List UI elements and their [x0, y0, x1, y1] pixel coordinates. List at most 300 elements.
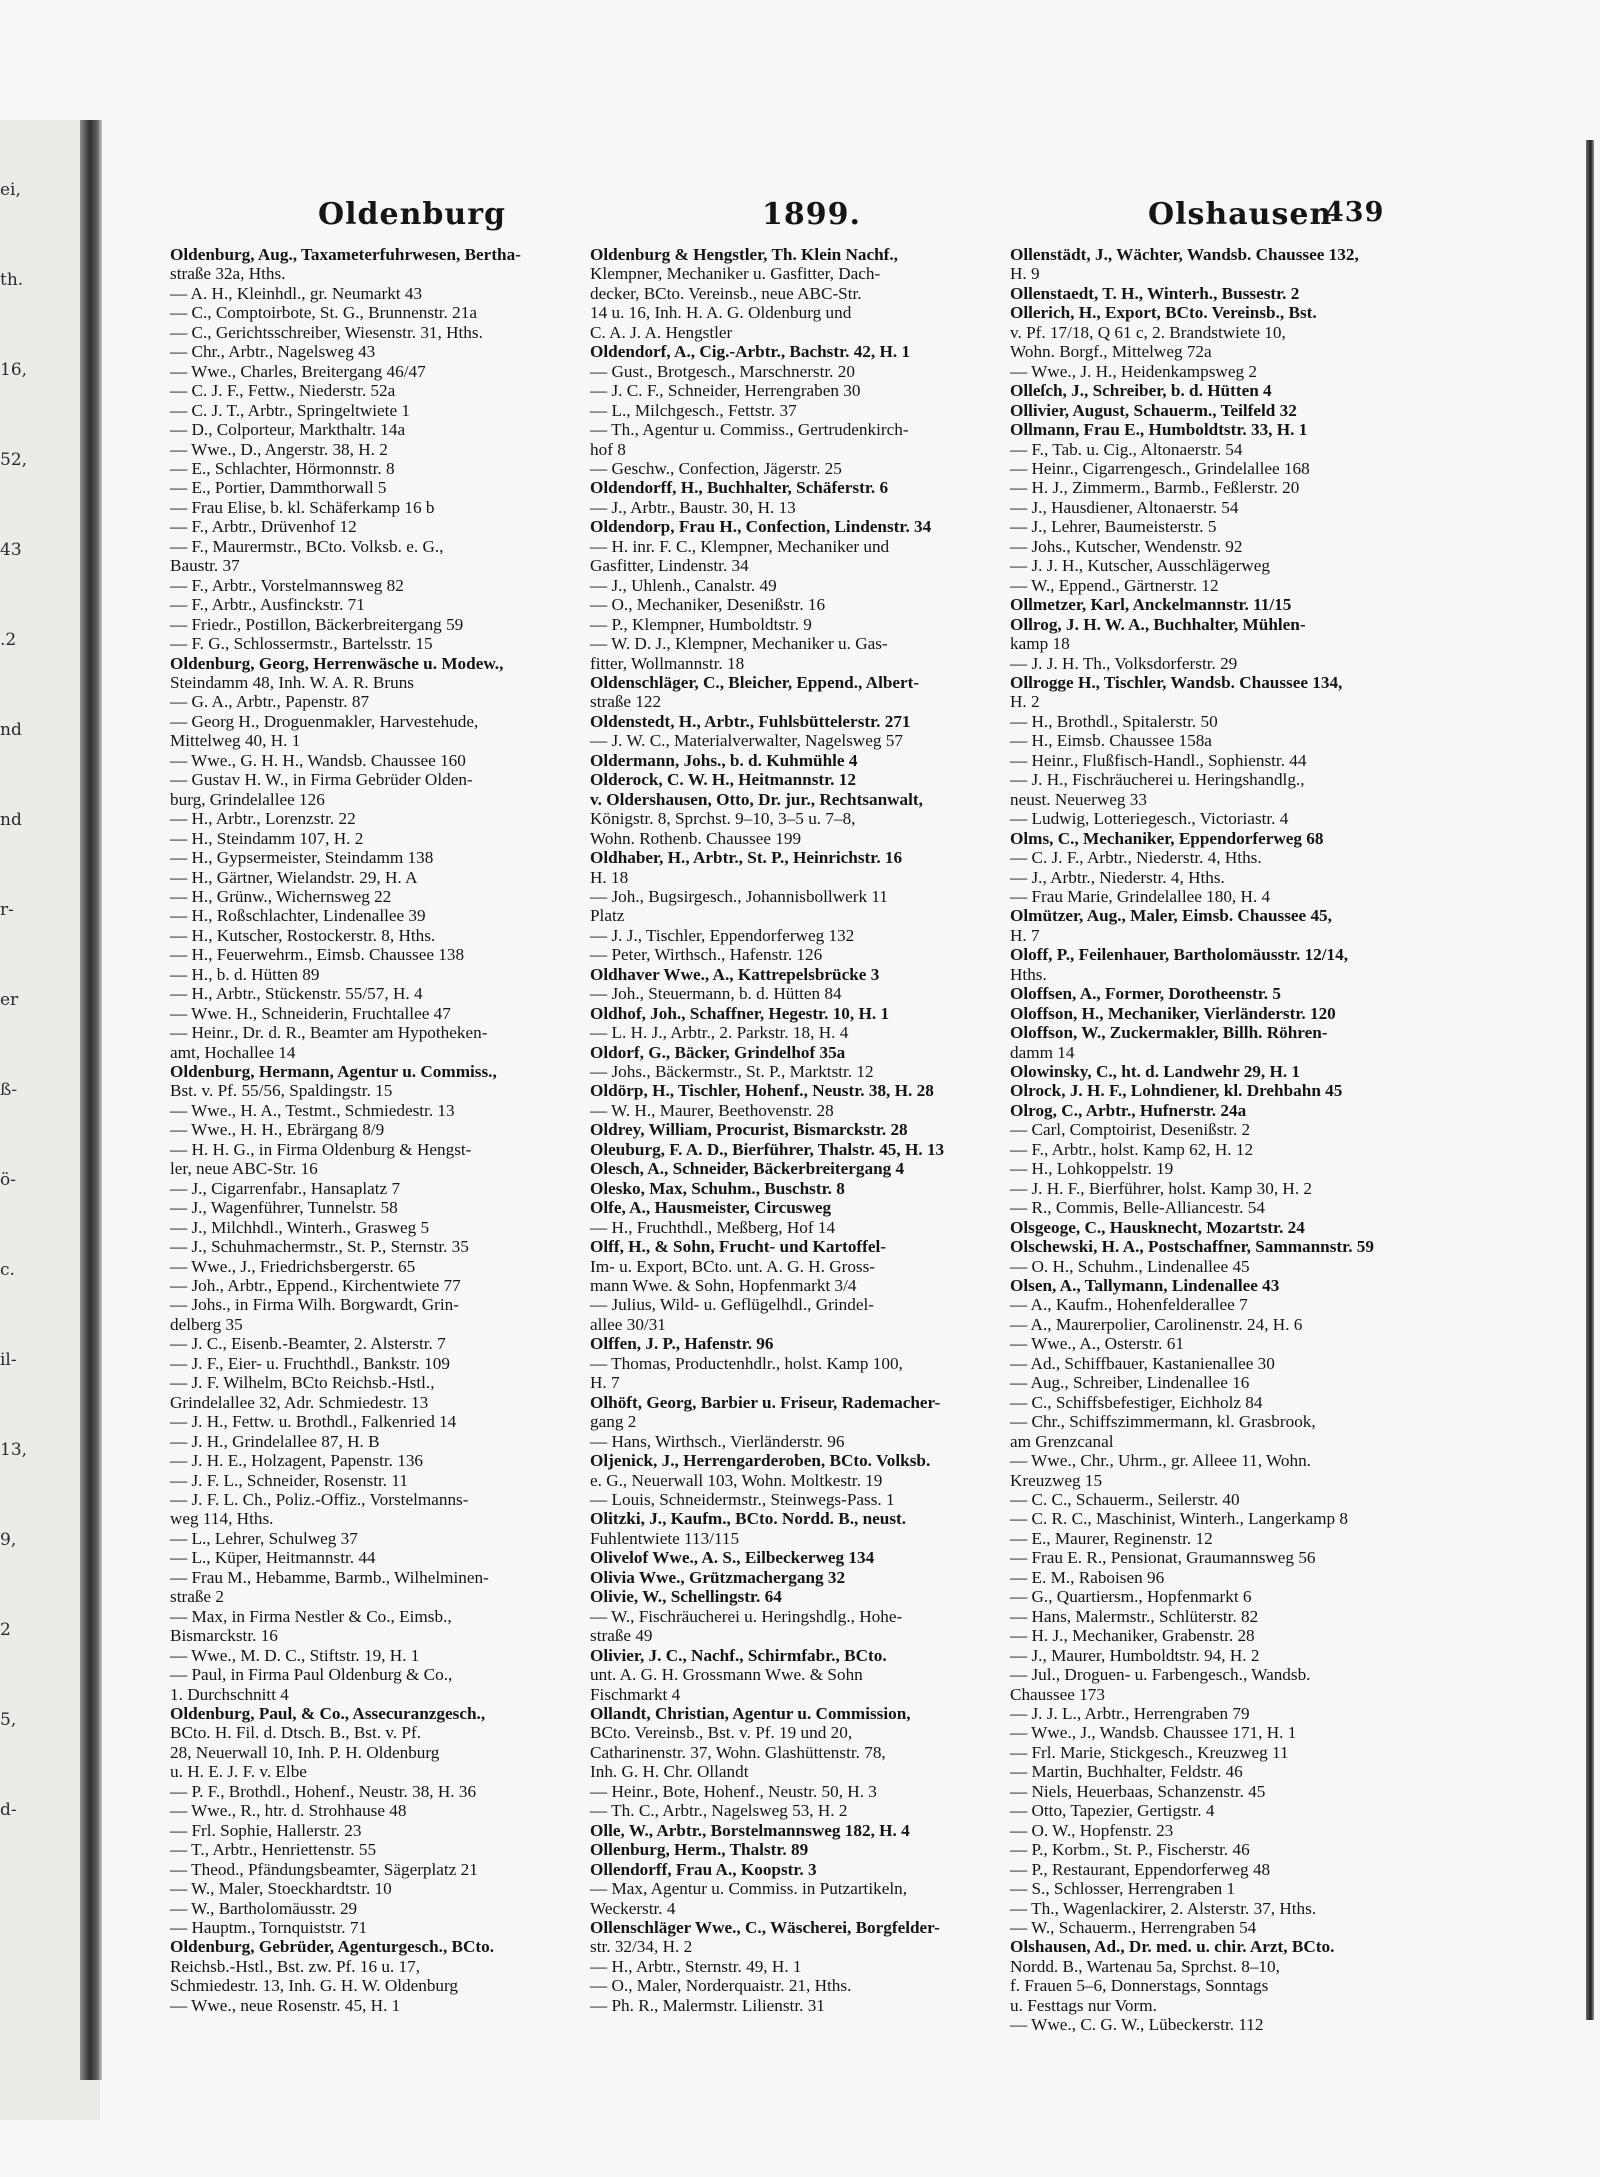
directory-entry-line: ler, neue ABC-Str. 16: [170, 1159, 318, 1179]
directory-entry-line: — Frau Elise, b. kl. Schäferkamp 16 b: [170, 497, 435, 517]
directory-entry-line: — C. J. F., Arbtr., Niederstr. 4, Hths.: [1010, 848, 1262, 868]
directory-entry-line: e. G., Neuerwall 103, Wohn. Moltkestr. 19: [590, 1470, 883, 1490]
directory-entry-line: str. 32/34, H. 2: [590, 1937, 693, 1957]
directory-entry-line: — Wwe., neue Rosenstr. 45, H. 1: [170, 1995, 401, 2015]
directory-entry-line: kamp 18: [1010, 634, 1070, 654]
directory-entry-line: — A., Maurerpolier, Carolinenstr. 24, H. 6: [1010, 1314, 1303, 1334]
directory-entry-line: — Wwe., M. D. C., Stiftstr. 19, H. 1: [170, 1645, 420, 1665]
directory-entry-line: — H., Kutscher, Rostockerstr. 8, Hths.: [170, 925, 436, 945]
directory-entry-line: 1. Durchschnitt 4: [170, 1684, 289, 1704]
directory-entry-line: Steindamm 48, Inh. W. A. R. Bruns: [170, 672, 414, 692]
directory-entry-line: — C. C., Schauerm., Seilerstr. 40: [1010, 1490, 1240, 1509]
directory-column-1: [170, 245, 578, 2065]
directory-entry-heading: Olrog, C., Arbtr., Hufnerstr. 24a: [1010, 1100, 1247, 1120]
directory-entry-heading: Oldenburg & Hengstler, Th. Klein Nachf.,: [590, 245, 898, 264]
directory-entry-heading: Olle, W., Arbtr., Borstelmannsweg 182, H. 4: [590, 1820, 910, 1840]
header-right-keyword: Olshausen: [1148, 197, 1333, 232]
directory-entry-line: — Julius, Wild- u. Geflügelhdl., Grindel-: [590, 1295, 874, 1315]
directory-entry-line: — C. J. T., Arbtr., Springeltwiete 1: [170, 400, 410, 420]
directory-entry-line: — H., Gärtner, Wielandstr. 29, H. A: [170, 867, 418, 887]
directory-entry-line: Gasfitter, Lindenstr. 34: [590, 556, 749, 576]
directory-entry-line: Mittelweg 40, H. 1: [170, 731, 301, 751]
directory-entry-line: — J. J. H., Kutscher, Ausschlägerweg: [1010, 556, 1270, 576]
directory-entry-heading: Oldenburg, Aug., Taxameterfuhrwesen, Bertha-: [170, 245, 521, 264]
directory-entry-heading: Oldhof, Joh., Schaffner, Hegestr. 10, H. 1: [590, 1003, 890, 1023]
directory-entry-line: — J., Uhlenh., Canalstr. 49: [590, 575, 777, 595]
directory-entry-heading: Oldörp, H., Tischler, Hohenf., Neustr. 38, H. 28: [590, 1081, 934, 1101]
directory-entry-line: H. 9: [1010, 264, 1040, 284]
directory-entry-line: — J., Hausdiener, Altonaerstr. 54: [1010, 497, 1239, 517]
directory-entry-line: — H., Roßschlachter, Lindenallee 39: [170, 906, 426, 926]
directory-entry-line: delberg 35: [170, 1314, 243, 1334]
directory-entry-line: — Friedr., Postillon, Bäckerbreitergang 59: [170, 614, 464, 634]
directory-entry-heading: Ollendorff, Frau A., Koopstr. 3: [590, 1859, 817, 1879]
directory-entry-line: — W., Maler, Stoeckhardtstr. 10: [170, 1879, 392, 1899]
directory-entry-heading: Oloffson, W., Zuckermakler, Billh. Röhren-: [1010, 1023, 1328, 1043]
directory-entry-line: Inh. G. H. Chr. Ollandt: [590, 1762, 749, 1782]
directory-entry-line: — Wwe., R., htr. d. Strohhause 48: [170, 1801, 407, 1821]
directory-entry-heading: Oldhaver Wwe., A., Kattrepelsbrücke 3: [590, 964, 880, 984]
directory-entry-line: straße 49: [590, 1626, 653, 1646]
directory-entry-line: neust. Neuerweg 33: [1010, 789, 1147, 809]
directory-entry-line: — F., Tab. u. Cig., Altonaerstr. 54: [1010, 439, 1243, 459]
directory-entry-line: H. 7: [590, 1373, 620, 1393]
directory-entry-line: — J. J. L., Arbtr., Herrengraben 79: [1010, 1703, 1250, 1723]
directory-entry-line: Grindelallee 32, Adr. Schmiedestr. 13: [170, 1392, 429, 1412]
directory-entry-line: — J., Arbtr., Baustr. 30, H. 13: [590, 497, 796, 517]
directory-entry-heading: Olleſch, J., Schreiber, b. d. Hütten 4: [1010, 381, 1272, 401]
header-left-keyword: Oldenburg: [318, 197, 506, 232]
facing-page-text-fragment: nd: [0, 810, 22, 830]
directory-entry-heading: Olivelof Wwe., A. S., Eilbeckerweg 134: [590, 1548, 875, 1568]
directory-entry-line: — Frau M., Hebamme, Barmb., Wilhelminen-: [170, 1567, 489, 1587]
directory-entry-line: Schmiedestr. 13, Inh. G. H. W. Oldenburg: [170, 1976, 459, 1996]
directory-entry-heading: Ollandt, Christian, Agentur u. Commission,: [590, 1703, 911, 1723]
directory-entry-line: — Th. C., Arbtr., Nagelsweg 53, H. 2: [590, 1801, 848, 1821]
directory-entry-heading: Ollenschläger Wwe., C., Wäscherei, Borgfelder-: [590, 1917, 940, 1937]
directory-entry-line: — H., Brothdl., Spitalerstr. 50: [1010, 711, 1218, 731]
directory-entry-heading: Olshausen, Ad., Dr. med. u. chir. Arzt, BCto.: [1010, 1937, 1335, 1957]
directory-entry-line: — E., Maurer, Reginenstr. 12: [1010, 1528, 1213, 1548]
directory-entry-line: Fischmarkt 4: [590, 1684, 681, 1704]
directory-entry-heading: Ollenburg, Herm., Thalstr. 89: [590, 1840, 809, 1860]
directory-entry-line: Kreuzweg 15: [1010, 1470, 1103, 1490]
directory-entry-line: — Joh., Arbtr., Eppend., Kirchentwiete 77: [170, 1276, 461, 1296]
directory-entry-line: — Heinr., Dr. d. R., Beamter am Hypotheken-: [170, 1023, 488, 1043]
directory-entry-heading: Olesch, A., Schneider, Bäckerbreitergang 4: [590, 1159, 905, 1179]
directory-entry-line: — Hans, Malermstr., Schlüterstr. 82: [1010, 1606, 1259, 1626]
directory-entry-line: — O., Mechaniker, Desenißstr. 16: [590, 595, 826, 615]
directory-entry-heading: Oleuburg, F. A. D., Bierführer, Thalstr. 45, H. 13: [590, 1139, 945, 1159]
directory-entry-line: — J., Lehrer, Baumeisterstr. 5: [1010, 517, 1217, 537]
directory-entry-line: — E. M., Raboisen 96: [1010, 1567, 1165, 1587]
directory-entry-line: — H., b. d. Hütten 89: [170, 964, 320, 984]
directory-entry-line: — G., Quartiersm., Hopfenmarkt 6: [1010, 1587, 1252, 1607]
directory-entry-heading: Olffen, J. P., Hafenstr. 96: [590, 1334, 774, 1354]
facing-page-text-fragment: 5,: [0, 1710, 17, 1730]
directory-entry-heading: Olivie, W., Schellingstr. 64: [590, 1587, 782, 1607]
directory-entry-line: — Frau E. R., Pensionat, Graumannsweg 56: [1010, 1548, 1316, 1568]
directory-entry-line: — P., Klempner, Humboldtstr. 9: [590, 614, 812, 634]
directory-entry-line: unt. A. G. H. Grossmann Wwe. & Sohn: [590, 1665, 863, 1685]
facing-page-text-fragment: 13,: [0, 1440, 28, 1460]
directory-entry-heading: Oldenstedt, H., Arbtr., Fuhlsbüttelerstr. 271: [590, 711, 911, 731]
directory-entry-line: — E., Schlachter, Hörmonnstr. 8: [170, 458, 395, 478]
directory-entry-heading: Olivier, J. C., Nachf., Schirmfabr., BCto.: [590, 1645, 887, 1665]
directory-entry-line: — Ad., Schiffbauer, Kastanienallee 30: [1010, 1353, 1275, 1373]
facing-page-text-fragment: 52,: [0, 450, 28, 470]
directory-entry-line: — H., Arbtr., Lorenzstr. 22: [170, 809, 356, 829]
directory-entry-heading: Olrock, J. H. F., Lohndiener, kl. Drehbahn 45: [1010, 1081, 1343, 1101]
directory-entry-heading: Olowinsky, C., ht. d. Landwehr 29, H. 1: [1010, 1062, 1301, 1082]
directory-entry-line: — Johs., in Firma Wilh. Borgwardt, Grin-: [170, 1295, 459, 1315]
directory-entry-heading: Oldenburg, Georg, Herrenwäsche u. Modew.,: [170, 653, 504, 673]
directory-entry-line: Nordd. B., Wartenau 5a, Sprchst. 8–10,: [1010, 1956, 1280, 1976]
directory-entry-line: hof 8: [590, 439, 626, 459]
directory-entry-line: — Chr., Arbtr., Nagelsweg 43: [170, 342, 376, 362]
directory-entry-heading: Ollenstaedt, T. H., Winterh., Bussestr. 2: [1010, 283, 1300, 303]
directory-entry-line: — F., Arbtr., Drüvenhof 12: [170, 517, 357, 537]
directory-entry-line: — W. H., Maurer, Beethovenstr. 28: [590, 1100, 834, 1120]
directory-entry-heading: Oldenburg, Gebrüder, Agenturgesch., BCto.: [170, 1937, 495, 1957]
directory-entry-line: C. A. J. A. Hengstler: [590, 322, 733, 342]
directory-entry-line: — Jul., Droguen- u. Farbengesch., Wandsb.: [1010, 1665, 1311, 1685]
directory-entry-line: straße 32a, Hths.: [170, 264, 286, 284]
directory-entry-line: u. Festtags nur Vorm.: [1010, 1995, 1157, 2015]
directory-entry-line: — J., Schuhmachermstr., St. P., Sternstr. 35: [170, 1237, 469, 1257]
directory-entry-line: — Johs., Kutscher, Wendenstr. 92: [1010, 536, 1243, 556]
directory-entry-line: Hths.: [1010, 964, 1047, 984]
directory-entry-line: — H., Feuerwehrm., Eimsb. Chaussee 138: [170, 945, 465, 965]
directory-entry-line: — J., Maurer, Humboldtstr. 94, H. 2: [1010, 1645, 1260, 1665]
directory-entry-line: — Louis, Schneidermstr., Steinwegs-Pass. 1: [590, 1490, 895, 1509]
directory-entry-line: — C. J. F., Fettw., Niederstr. 52a: [170, 381, 396, 401]
directory-entry-heading: Oldendorff, H., Buchhalter, Schäferstr. 6: [590, 478, 889, 498]
directory-entry-line: — Wwe., H. A., Testmt., Schmiedestr. 13: [170, 1100, 455, 1120]
facing-page-text-fragment: 16,: [0, 360, 28, 380]
directory-entry-line: BCto. H. Fil. d. Dtsch. B., Bst. v. Pf.: [170, 1723, 422, 1743]
directory-entry-line: — W., Schauerm., Herrengraben 54: [1010, 1917, 1257, 1937]
directory-entry-line: — Wwe., G. H. H., Wandsb. Chaussee 160: [170, 750, 466, 770]
directory-entry-line: gang 2: [590, 1412, 637, 1432]
directory-entry-line: — Geschw., Confection, Jägerstr. 25: [590, 458, 842, 478]
directory-entry-heading: Oloffson, H., Mechaniker, Vierländerstr. 120: [1010, 1003, 1336, 1023]
directory-entry-line: — C. R. C., Maschinist, Winterh., Langerkamp 8: [1010, 1509, 1348, 1529]
directory-entry-line: u. H. E. J. F. v. Elbe: [170, 1762, 307, 1782]
directory-entry-line: — Frl. Marie, Stickgesch., Kreuzweg 11: [1010, 1742, 1289, 1762]
facing-page-text-fragment: ei,: [0, 180, 21, 200]
directory-entry-line: — J. H. F., Bierführer, holst. Kamp 30, H. 2: [1010, 1178, 1313, 1198]
directory-entry-line: — D., Colporteur, Markthaltr. 14a: [170, 420, 406, 440]
running-header: [0, 197, 1600, 245]
directory-entry-line: — H., Arbtr., Stückenstr. 55/57, H. 4: [170, 984, 423, 1004]
directory-entry-line: — F. G., Schlossermstr., Bartelsstr. 15: [170, 634, 433, 654]
directory-entry-line: — Joh., Steuermann, b. d. Hütten 84: [590, 984, 842, 1004]
directory-entry-line: H. 2: [1010, 692, 1040, 712]
directory-entry-line: — H., Grünw., Wichernsweg 22: [170, 886, 392, 906]
facing-page-text-fragment: .2: [0, 630, 17, 650]
directory-entry-line: f. Frauen 5–6, Donnerstags, Sonntags: [1010, 1976, 1269, 1996]
facing-page-text-fragment: c.: [0, 1260, 15, 1280]
directory-entry-heading: Oljenick, J., Herrengarderoben, BCto. Volksb.: [590, 1451, 931, 1471]
directory-entry-line: — A., Kaufm., Hohenfelderallee 7: [1010, 1295, 1248, 1315]
directory-entry-line: weg 114, Hths.: [170, 1509, 274, 1529]
facing-page-text-fragment: d-: [0, 1800, 17, 1820]
directory-entry-line: — J. J. H. Th., Volksdorferstr. 29: [1010, 653, 1238, 673]
directory-entry-line: — F., Arbtr., Vorstelmannsweg 82: [170, 575, 404, 595]
directory-entry-line: — Hans, Wirthsch., Vierländerstr. 96: [590, 1431, 845, 1451]
directory-entry-heading: Ollenstädt, J., Wächter, Wandsb. Chaussee 132,: [1010, 245, 1359, 264]
directory-entry-line: decker, BCto. Vereinsb., neue ABC-Str.: [590, 283, 862, 303]
directory-entry-line: — L. H. J., Arbtr., 2. Parkstr. 18, H. 4: [590, 1023, 849, 1043]
directory-entry-line: Platz: [590, 906, 625, 926]
directory-entry-line: — Peter, Wirthsch., Hafenstr. 126: [590, 945, 823, 965]
directory-entry-line: — J. J., Tischler, Eppendorferweg 132: [590, 925, 855, 945]
directory-entry-line: — H., Arbtr., Sternstr. 49, H. 1: [590, 1956, 802, 1976]
directory-entry-line: — Hauptm., Tornquiststr. 71: [170, 1917, 368, 1937]
directory-entry-line: — H. J., Mechaniker, Grabenstr. 28: [1010, 1626, 1255, 1646]
directory-entry-heading: Ollmann, Frau E., Humboldtstr. 33, H. 1: [1010, 420, 1308, 440]
directory-entry-line: — J., Cigarrenfabr., Hansaplatz 7: [170, 1178, 401, 1198]
facing-page-text-fragment: ö-: [0, 1170, 16, 1190]
directory-entry-line: — O. H., Schuhm., Lindenallee 45: [1010, 1256, 1250, 1276]
book-spine: [80, 120, 102, 2080]
directory-entry-line: — Heinr., Bote, Hohenf., Neustr. 50, H. 3: [590, 1781, 877, 1801]
directory-entry-line: — H., Steindamm 107, H. 2: [170, 828, 364, 848]
directory-entry-heading: Oldendorf, A., Cig.-Arbtr., Bachstr. 42, H. 1: [590, 342, 911, 362]
directory-entry-line: Fuhlentwiete 113/115: [590, 1528, 740, 1548]
directory-entry-line: — J. F., Eier- u. Fruchthdl., Bankstr. 109: [170, 1353, 450, 1373]
directory-entry-line: — S., Schlosser, Herrengraben 1: [1010, 1879, 1236, 1899]
facing-page-text-fragment: 43: [0, 540, 22, 560]
directory-column-2: [590, 245, 1000, 2065]
directory-entry-heading: Oldenschläger, C., Bleicher, Eppend., Albert-: [590, 672, 920, 692]
directory-entry-line: Reichsb.-Hstl., Bst. zw. Pf. 16 u. 17,: [170, 1956, 421, 1976]
directory-entry-line: Bst. v. Pf. 55/56, Spaldingstr. 15: [170, 1081, 393, 1101]
directory-entry-line: — Chr., Schiffszimmermann, kl. Grasbrook,: [1010, 1412, 1316, 1432]
directory-entry-line: — C., Comptoirbote, St. G., Brunnenstr. 21a: [170, 303, 477, 323]
facing-page-text-fragment: nd: [0, 720, 22, 740]
directory-entry-line: — E., Portier, Dammthorwall 5: [170, 478, 387, 498]
directory-entry-line: — L., Lehrer, Schulweg 37: [170, 1528, 358, 1548]
directory-entry-line: burg, Grindelallee 126: [170, 789, 325, 809]
directory-entry-heading: Ollerich, H., Export, BCto. Vereinsb., Bst.: [1010, 303, 1317, 323]
directory-entry-line: Bismarckstr. 16: [170, 1626, 278, 1646]
directory-entry-line: — J. W. C., Materialverwalter, Nagelsweg 57: [590, 731, 903, 751]
directory-entry-line: — T., Arbtr., Henriettenstr. 55: [170, 1840, 377, 1860]
directory-entry-line: 14 u. 16, Inh. H. A. G. Oldenburg und: [590, 303, 852, 323]
directory-entry-line: amt, Hochallee 14: [170, 1042, 296, 1062]
directory-entry-heading: Olderock, C. W. H., Heitmannstr. 12: [590, 770, 856, 790]
directory-entry-line: — Wwe. H., Schneiderin, Fruchtallee 47: [170, 1003, 451, 1023]
directory-entry-line: fitter, Wollmannstr. 18: [590, 653, 745, 673]
directory-entry-line: — Wwe., C. G. W., Lübeckerstr. 112: [1010, 2015, 1264, 2035]
directory-entry-line: — L., Küper, Heitmannstr. 44: [170, 1548, 376, 1568]
directory-entry-heading: Olivia Wwe., Grützmachergang 32: [590, 1567, 846, 1587]
facing-page-text-fragment: th.: [0, 270, 24, 290]
directory-entry-line: Chaussee 173: [1010, 1684, 1105, 1704]
directory-entry-line: — J. F. Wilhelm, BCto Reichsb.-Hstl.,: [170, 1373, 435, 1393]
directory-entry-line: — Aug., Schreiber, Lindenallee 16: [1010, 1373, 1250, 1393]
directory-entry-line: Im- u. Export, BCto. unt. A. G. H. Gross-: [590, 1256, 876, 1276]
directory-entry-heading: v. Oldershausen, Otto, Dr. jur., Rechtsanwalt,: [590, 789, 923, 809]
directory-entry-line: — J., Wagenführer, Tunnelstr. 58: [170, 1198, 398, 1218]
directory-entry-line: straße 122: [590, 692, 662, 712]
facing-page-text-fragment: il-: [0, 1350, 17, 1370]
directory-entry-line: — Frau Marie, Grindelallee 180, H. 4: [1010, 886, 1271, 906]
directory-entry-line: — Wwe., H. H., Ebrärgang 8/9: [170, 1120, 385, 1140]
directory-entry-line: Königstr. 8, Sprchst. 9–10, 3–5 u. 7–8,: [590, 809, 856, 829]
directory-entry-line: — O., Maler, Norderquaistr. 21, Hths.: [590, 1976, 852, 1996]
directory-entry-line: Baustr. 37: [170, 556, 240, 576]
directory-entry-line: — J. F. L., Schneider, Rosenstr. 11: [170, 1470, 408, 1490]
directory-entry-line: — F., Arbtr., holst. Kamp 62, H. 12: [1010, 1139, 1254, 1159]
directory-entry-line: — Martin, Buchhalter, Feldstr. 46: [1010, 1762, 1243, 1782]
directory-entry-line: — J. F. L. Ch., Poliz.-Offiz., Vorstelmanns-: [170, 1490, 469, 1509]
directory-entry-line: — H. H. G., in Firma Oldenburg & Hengst-: [170, 1139, 472, 1159]
directory-entry-heading: Olschewski, H. A., Postschaffner, Sammannstr. 59: [1010, 1237, 1374, 1257]
directory-entry-line: 28, Neuerwall 10, Inh. P. H. Oldenburg: [170, 1742, 440, 1762]
directory-entry-line: — H., Lohkoppelstr. 19: [1010, 1159, 1174, 1179]
directory-entry-heading: Olfe, A., Hausmeister, Circusweg: [590, 1198, 832, 1218]
directory-entry-line: — Joh., Bugsirgesch., Johannisbollwerk 11: [590, 886, 888, 906]
directory-entry-heading: Olitzki, J., Kaufm., BCto. Nordd. B., neust.: [590, 1509, 907, 1529]
directory-entry-line: — C., Gerichtsschreiber, Wiesenstr. 31, Hths.: [170, 322, 483, 342]
directory-entry-heading: Oldendorp, Frau H., Confection, Lindenstr. 34: [590, 517, 932, 537]
directory-entry-heading: Oldrey, William, Procurist, Bismarckstr. 28: [590, 1120, 908, 1140]
directory-entry-line: — Otto, Tapezier, Gertigstr. 4: [1010, 1801, 1215, 1821]
directory-entry-line: — L., Milchgesch., Fettstr. 37: [590, 400, 797, 420]
directory-entry-line: — Max, in Firma Nestler & Co., Eimsb.,: [170, 1606, 452, 1626]
page-number: 439: [1325, 197, 1385, 228]
directory-entry-line: — F., Arbtr., Ausfinckstr. 71: [170, 595, 365, 615]
directory-entry-line: — Wwe., J. H., Heidenkampsweg 2: [1010, 361, 1257, 381]
directory-entry-line: — Ph. R., Malermstr. Lilienstr. 31: [590, 1995, 825, 2015]
facing-page-text-fragment: 9,: [0, 1530, 17, 1550]
directory-entry-line: — Wwe., A., Osterstr. 61: [1010, 1334, 1184, 1354]
directory-entry-line: — F., Maurermstr., BCto. Volksb. e. G.,: [170, 536, 444, 556]
directory-entry-line: am Grenzcanal: [1010, 1431, 1114, 1451]
directory-column-3: [1010, 245, 1420, 2065]
directory-entry-heading: Oldermann, Johs., b. d. Kuhmühle 4: [590, 750, 858, 770]
directory-entry-line: allee 30/31: [590, 1314, 666, 1334]
directory-entry-line: — Thomas, Productenhdlr., holst. Kamp 100,: [590, 1353, 903, 1373]
directory-entry-line: — Wwe., Chr., Uhrm., gr. Alleee 11, Wohn.: [1010, 1451, 1311, 1471]
directory-entry-line: — Georg H., Droguenmakler, Harvestehude,: [170, 711, 479, 731]
directory-entry-line: straße 2: [170, 1587, 224, 1607]
facing-page-text-fragment: r-: [0, 900, 14, 920]
directory-entry-heading: Olms, C., Mechaniker, Eppendorferweg 68: [1010, 828, 1324, 848]
directory-entry-heading: Oldenburg, Hermann, Agentur u. Commiss.,: [170, 1062, 497, 1082]
directory-entry-line: Wohn. Borgf., Mittelweg 72a: [1010, 342, 1212, 362]
directory-entry-heading: Ollivier, August, Schauerm., Teilfeld 32: [1010, 400, 1297, 420]
directory-entry-line: — H., Fruchthdl., Meßberg, Hof 14: [590, 1217, 836, 1237]
directory-entry-heading: Ollrog, J. H. W. A., Buchhalter, Mühlen-: [1010, 614, 1306, 634]
directory-entry-line: — H. J., Zimmerm., Barmb., Feßlerstr. 20: [1010, 478, 1300, 498]
directory-entry-line: — Th., Wagenlackirer, 2. Alsterstr. 37, Hths.: [1010, 1898, 1317, 1918]
directory-entry-line: Weckerstr. 4: [590, 1898, 676, 1918]
directory-entry-line: — Theod., Pfändungsbeamter, Sägerplatz 21: [170, 1859, 478, 1879]
directory-entry-line: — G. A., Arbtr., Papenstr. 87: [170, 692, 370, 712]
directory-entry-line: H. 18: [590, 867, 629, 887]
directory-entry-line: — Ludwig, Lotteriegesch., Victoriastr. 4: [1010, 809, 1289, 829]
directory-entry-line: — Gustav H. W., in Firma Gebrüder Olden-: [170, 770, 473, 790]
directory-entry-line: — Gust., Brotgesch., Marschnerstr. 20: [590, 361, 855, 381]
directory-entry-line: — Heinr., Flußfisch-Handl., Sophienstr. 44: [1010, 750, 1307, 770]
directory-entry-line: — Johs., Bäckermstr., St. P., Marktstr. 12: [590, 1062, 874, 1082]
directory-entry-line: — P. F., Brothdl., Hohenf., Neustr. 38, H. 36: [170, 1781, 477, 1801]
directory-entry-line: H. 7: [1010, 925, 1040, 945]
directory-entry-line: — Niels, Heuerbaas, Schanzenstr. 45: [1010, 1781, 1266, 1801]
directory-entry-heading: Oloffsen, A., Former, Dorotheenstr. 5: [1010, 984, 1281, 1004]
directory-entry-line: — J. H., Fischräucherei u. Heringshandlg.,: [1010, 770, 1305, 790]
directory-entry-heading: Ollmetzer, Karl, Anckelmannstr. 11/15: [1010, 595, 1292, 615]
directory-entry-line: Catharinenstr. 37, Wohn. Glashüttenstr. 78,: [590, 1742, 886, 1762]
directory-entry-heading: Olsen, A., Tallymann, Lindenallee 43: [1010, 1276, 1280, 1296]
directory-entry-heading: Olesko, Max, Schuhm., Buschstr. 8: [590, 1178, 845, 1198]
directory-entry-line: — H., Gypsermeister, Steindamm 138: [170, 848, 434, 868]
header-year: 1899.: [762, 197, 861, 232]
facing-page-text-fragment: er: [0, 990, 19, 1010]
directory-entry-line: — Th., Agentur u. Commiss., Gertrudenkirch-: [590, 420, 909, 440]
directory-entry-line: — A. H., Kleinhdl., gr. Neumarkt 43: [170, 283, 423, 303]
directory-entry-line: BCto. Vereinsb., Bst. v. Pf. 19 und 20,: [590, 1723, 853, 1743]
directory-entry-line: — Wwe., J., Friedrichsbergerstr. 65: [170, 1256, 416, 1276]
directory-entry-line: — W., Eppend., Gärtnerstr. 12: [1010, 575, 1219, 595]
directory-entry-heading: Oldhaber, H., Arbtr., St. P., Heinrichstr. 16: [590, 848, 903, 868]
directory-entry-line: — J., Milchhdl., Winterh., Grasweg 5: [170, 1217, 430, 1237]
directory-entry-line: — W. D. J., Klempner, Mechaniker u. Gas-: [590, 634, 888, 654]
directory-entry-line: — H. inr. F. C., Klempner, Mechaniker und: [590, 536, 890, 556]
directory-entry-line: — Heinr., Cigarrengesch., Grindelallee 168: [1010, 458, 1310, 478]
directory-entry-line: — J. H., Grindelallee 87, H. B: [170, 1431, 380, 1451]
directory-entry-heading: Oldorf, G., Bäcker, Grindelhof 35a: [590, 1042, 846, 1062]
directory-entry-line: Wohn. Rothenb. Chaussee 199: [590, 828, 802, 848]
directory-entry-line: — Wwe., J., Wandsb. Chaussee 171, H. 1: [1010, 1723, 1297, 1743]
directory-entry-line: — Carl, Comptoirist, Desenißstr. 2: [1010, 1120, 1251, 1140]
directory-entry-line: — C., Schiffsbefestiger, Eichholz 84: [1010, 1392, 1263, 1412]
directory-entry-heading: Ollrogge H., Tischler, Wandsb. Chaussee 134,: [1010, 672, 1343, 692]
directory-entry-line: Klempner, Mechaniker u. Gasfitter, Dach-: [590, 264, 881, 284]
page-edge-shadow: [1586, 140, 1594, 2020]
directory-entry-line: — Frl. Sophie, Hallerstr. 23: [170, 1820, 362, 1840]
directory-entry-heading: Olsgeoge, C., Hausknecht, Mozartstr. 24: [1010, 1217, 1305, 1237]
facing-page-text-fragment: 2: [0, 1620, 11, 1640]
directory-entry-line: — P., Restaurant, Eppendorferweg 48: [1010, 1859, 1271, 1879]
directory-entry-line: — H., Eimsb. Chaussee 158a: [1010, 731, 1212, 751]
directory-entry-line: — Paul, in Firma Paul Oldenburg & Co.,: [170, 1665, 453, 1685]
directory-entry-line: — J. C. F., Schneider, Herrengraben 30: [590, 381, 861, 401]
directory-entry-heading: Olhöft, Georg, Barbier u. Friseur, Rademacher-: [590, 1392, 941, 1412]
directory-entry-line: — O. W., Hopfenstr. 23: [1010, 1820, 1174, 1840]
directory-entry-line: — Wwe., Charles, Breitergang 46/47: [170, 361, 426, 381]
directory-entry-line: — W., Bartholomäusstr. 29: [170, 1898, 358, 1918]
directory-entry-line: — R., Commis, Belle-Alliancestr. 54: [1010, 1198, 1265, 1218]
facing-page-text-fragment: ß-: [0, 1080, 18, 1100]
directory-entry-heading: Oldenburg, Paul, & Co., Assecuranzgesch.,: [170, 1703, 486, 1723]
directory-entry-line: — J. C., Eisenb.-Beamter, 2. Alsterstr. 7: [170, 1334, 446, 1354]
directory-entry-line: v. Pf. 17/18, Q 61 c, 2. Brandstwiete 10,: [1010, 322, 1286, 342]
directory-entry-heading: Olmützer, Aug., Maler, Eimsb. Chaussee 45,: [1010, 906, 1332, 926]
directory-entry-line: damm 14: [1010, 1042, 1075, 1062]
directory-entry-line: — J., Arbtr., Niederstr. 4, Hths.: [1010, 867, 1225, 887]
directory-entry-line: — W., Fischräucherei u. Heringshdlg., Hohe-: [590, 1606, 903, 1626]
directory-entry-line: mann Wwe. & Sohn, Hopfenmarkt 3/4: [590, 1276, 857, 1296]
directory-entry-line: — J. H. E., Holzagent, Papenstr. 136: [170, 1451, 424, 1471]
directory-entry-line: — Wwe., D., Angerstr. 38, H. 2: [170, 439, 388, 459]
directory-entry-line: — J. H., Fettw. u. Brothdl., Falkenried 14: [170, 1412, 457, 1432]
directory-entry-line: — Max, Agentur u. Commiss. in Putzartikeln,: [590, 1879, 907, 1899]
